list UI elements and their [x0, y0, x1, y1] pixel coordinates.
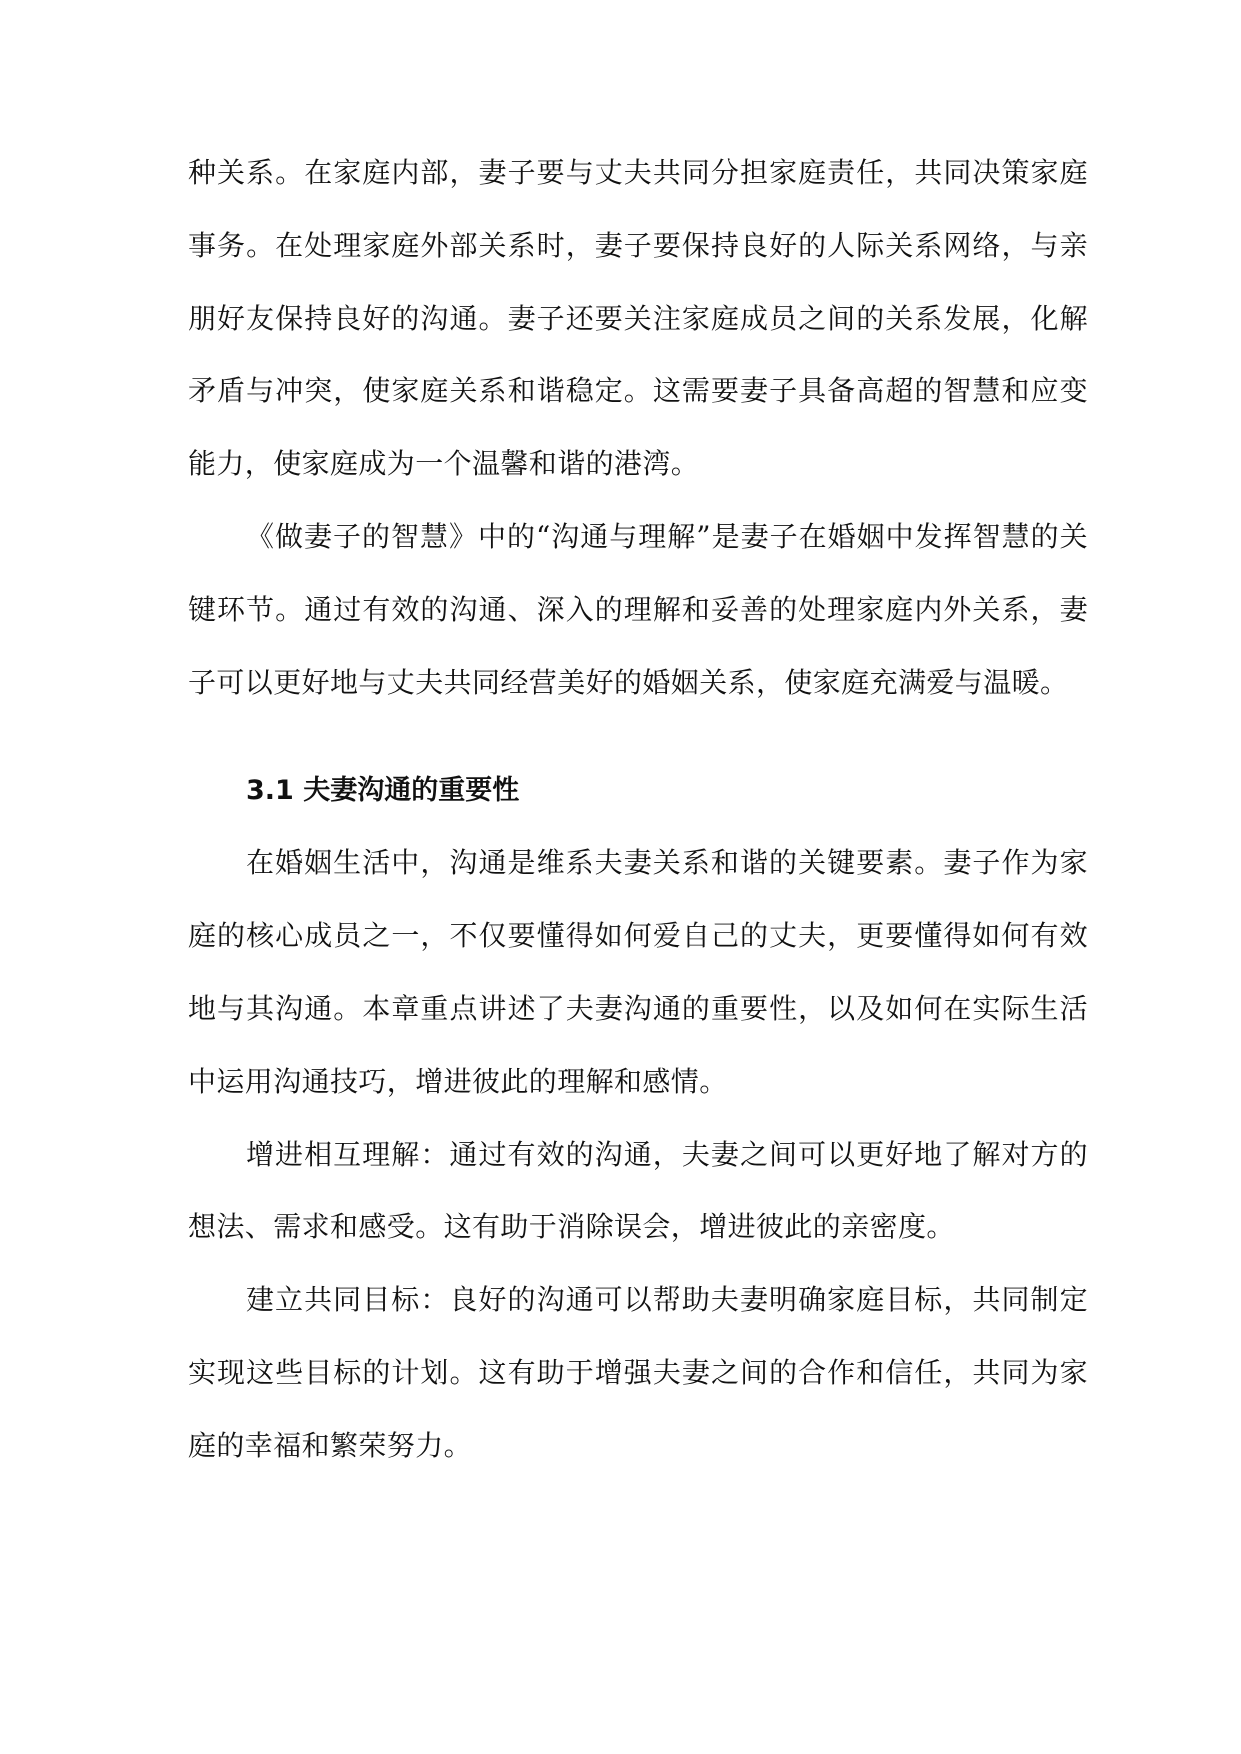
paragraph-mutual-understanding: 增进相互理解：通过有效的沟通，夫妻之间可以更好地了解对方的想法、需求和感受。这有助于消除误会，增进彼此的亲密度。: [188, 1137, 1088, 1244]
section-heading: 3.1 夫妻沟通的重要性: [246, 775, 520, 807]
paragraph-family-relations: 种关系。在家庭内部，妻子要与丈夫共同分担家庭责任，共同决策家庭事务。在处理家庭外部关系时，妻子要保持良好的人际关系网络，与亲朋好友保持良好的沟通。妻子还要关注家庭成员之间的关系发展，化解矛盾与冲突，使家庭关系和谐稳定。这需要妻子具备高超的智慧和应变能力，使家庭成为一个温馨和谐的港湾。: [188, 156, 1088, 481]
paragraph-communication-intro: 在婚姻生活中，沟通是维系夫妻关系和谐的关键要素。妻子作为家庭的核心成员之一，不仅要懂得如何爱自己的丈夫，更要懂得如何有效地与其沟通。本章重点讲述了夫妻沟通的重要性，以及如何在实际生活中运用沟通技巧，增进彼此的理解和感情。: [188, 846, 1088, 1098]
paragraph-common-goals: 建立共同目标：良好的沟通可以帮助夫妻明确家庭目标，共同制定实现这些目标的计划。这有助于增强夫妻之间的合作和信任，共同为家庭的幸福和繁荣努力。: [188, 1283, 1088, 1462]
paragraph-communication-summary: 《做妻子的智慧》中的“沟通与理解”是妻子在婚姻中发挥智慧的关键环节。通过有效的沟通、深入的理解和妥善的处理家庭内外关系，妻子可以更好地与丈夫共同经营美好的婚姻关系，使家庭充满爱与温暖。: [188, 519, 1088, 699]
document-body: [188, 137, 1088, 1483]
